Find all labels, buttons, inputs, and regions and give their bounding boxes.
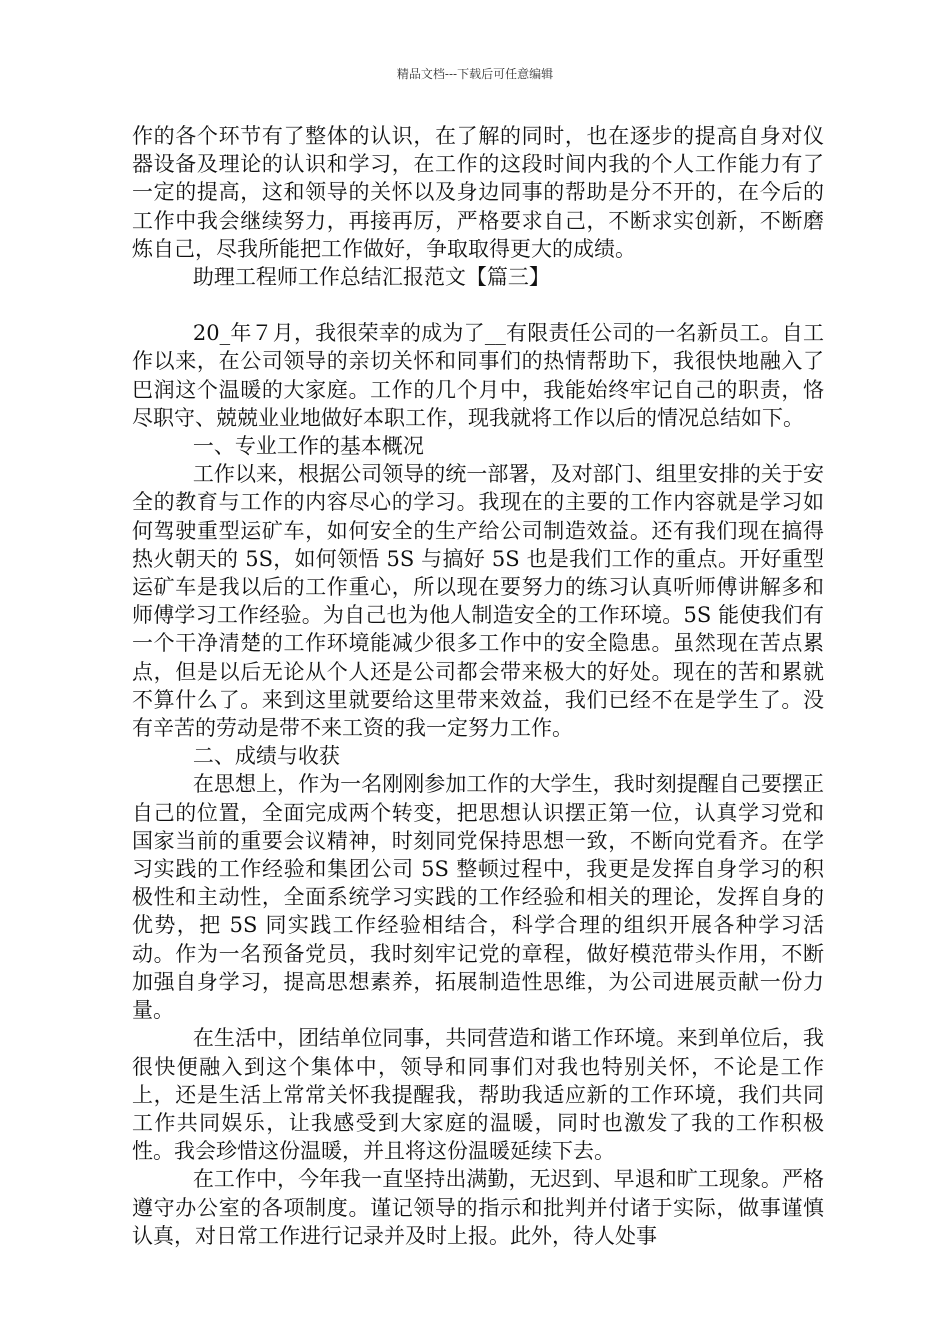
heading-professional-work: 一、专业工作的基本概况 [192, 434, 424, 459]
paragraph-life: 在生活中，团结单位同事，共同营造和谐工作环境。来到单位后，我很快便融入到这个集体中，领导和同事们对我也特别关怀，不论是工作上，还是生活上常常关怀我提醒我，帮助我适应新的工作环境，我们共同工作共同娱乐，让我感受到大家庭的温暖，同时也激发了我的工作积极性。我会珍惜这份温暖，并且将这份温暖延续下去。 [132, 1026, 824, 1164]
heading-achievements: 二、成绩与收获 [192, 744, 340, 769]
paragraph-intro: 20_年７月，我很荣幸的成为了__有限责任公司的一名新员工。自工作以来，在公司领导的亲切关怀和同事们的热情帮助下，我很快地融入了巴润这个温暖的大家庭。工作的几个月中，我能始终牢记自己的职责，恪尽职守、兢兢业业地做好本职工作，现我就将工作以后的情况总结如下。 [132, 321, 824, 430]
document-body [132, 122, 824, 1250]
paragraph-thought: 在思想上，作为一名刚刚参加工作的大学生，我时刻提醒自己要摆正自己的位置，全面完成两个转变，把思想认识摆正第一位，认真学习党和国家当前的重要会议精神，时刻同党保持思想一致，不断向党看齐。在学习实践的工作经验和集团公司 5S 整顿过程中，我更是发挥自身学习的积极性和主动性，全面系统学习实践的工作经验和相关的理论，发挥自身的优势，把 5S 同实践工作经验相结合，科学合理的组织开展各种学习活动。作为一名预备党员，我时刻牢记党的章程，做好模范带头作用，不断加强自身学习，提高思想素养，拓展制造性思维，为公司进展贡献一份力量。 [132, 772, 824, 1023]
section-title: 助理工程师工作总结汇报范文【篇三】 [192, 265, 550, 290]
page-header: 精品文档---下载后可任意编辑 [396, 67, 554, 81]
blank-line [132, 291, 824, 319]
paragraph-professional-work: 工作以来，根据公司领导的统一部署，及对部门、组里安排的关于安全的教育与工作的内容尽心的学习。我现在的主要的工作内容就是学习如何驾驶重型运矿车，如何安全的生产给公司制造效益。还有我们现在搞得热火朝天的 5S，如何领悟 5S 与搞好 5S 也是我们工作的重点。开好重型运矿车是我以后的工作重心，所以现在要努力的练习认真听师傅讲解多和师傅学习工作经验。为自己也为他人制造安全的工作环境。5S 能使我们有一个干净清楚的工作环境能减少很多工作中的安全隐患。虽然现在苦点累点，但是以后无论从个人还是公司都会带来极大的好处。现在的苦和累就不算什么了。来到这里就要给这里带来效益，我们已经不在是学生了。没有辛苦的劳动是带不来工资的我一定努力工作。 [132, 462, 824, 741]
paragraph-work: 在工作中，今年我一直坚持出满勤，无迟到、早退和旷工现象。严格遵守办公室的各项制度。谨记领导的指示和批判并付诸于实际，做事谨慎认真，对日常工作进行记录并及时上报。此外，待人处事 [132, 1167, 824, 1248]
paragraph-continuation: 作的各个环节有了整体的认识，在了解的同时，也在逐步的提高自身对仪器设备及理论的认识和学习，在工作的这段时间内我的个人工作能力有了一定的提高，这和领导的关怀以及身边同事的帮助是分不开的，在今后的工作中我会继续努力，再接再厉，严格要求自己，不断求实创新，不断磨炼自己，尽我所能把工作做好，争取取得更大的成绩。 [132, 124, 824, 261]
